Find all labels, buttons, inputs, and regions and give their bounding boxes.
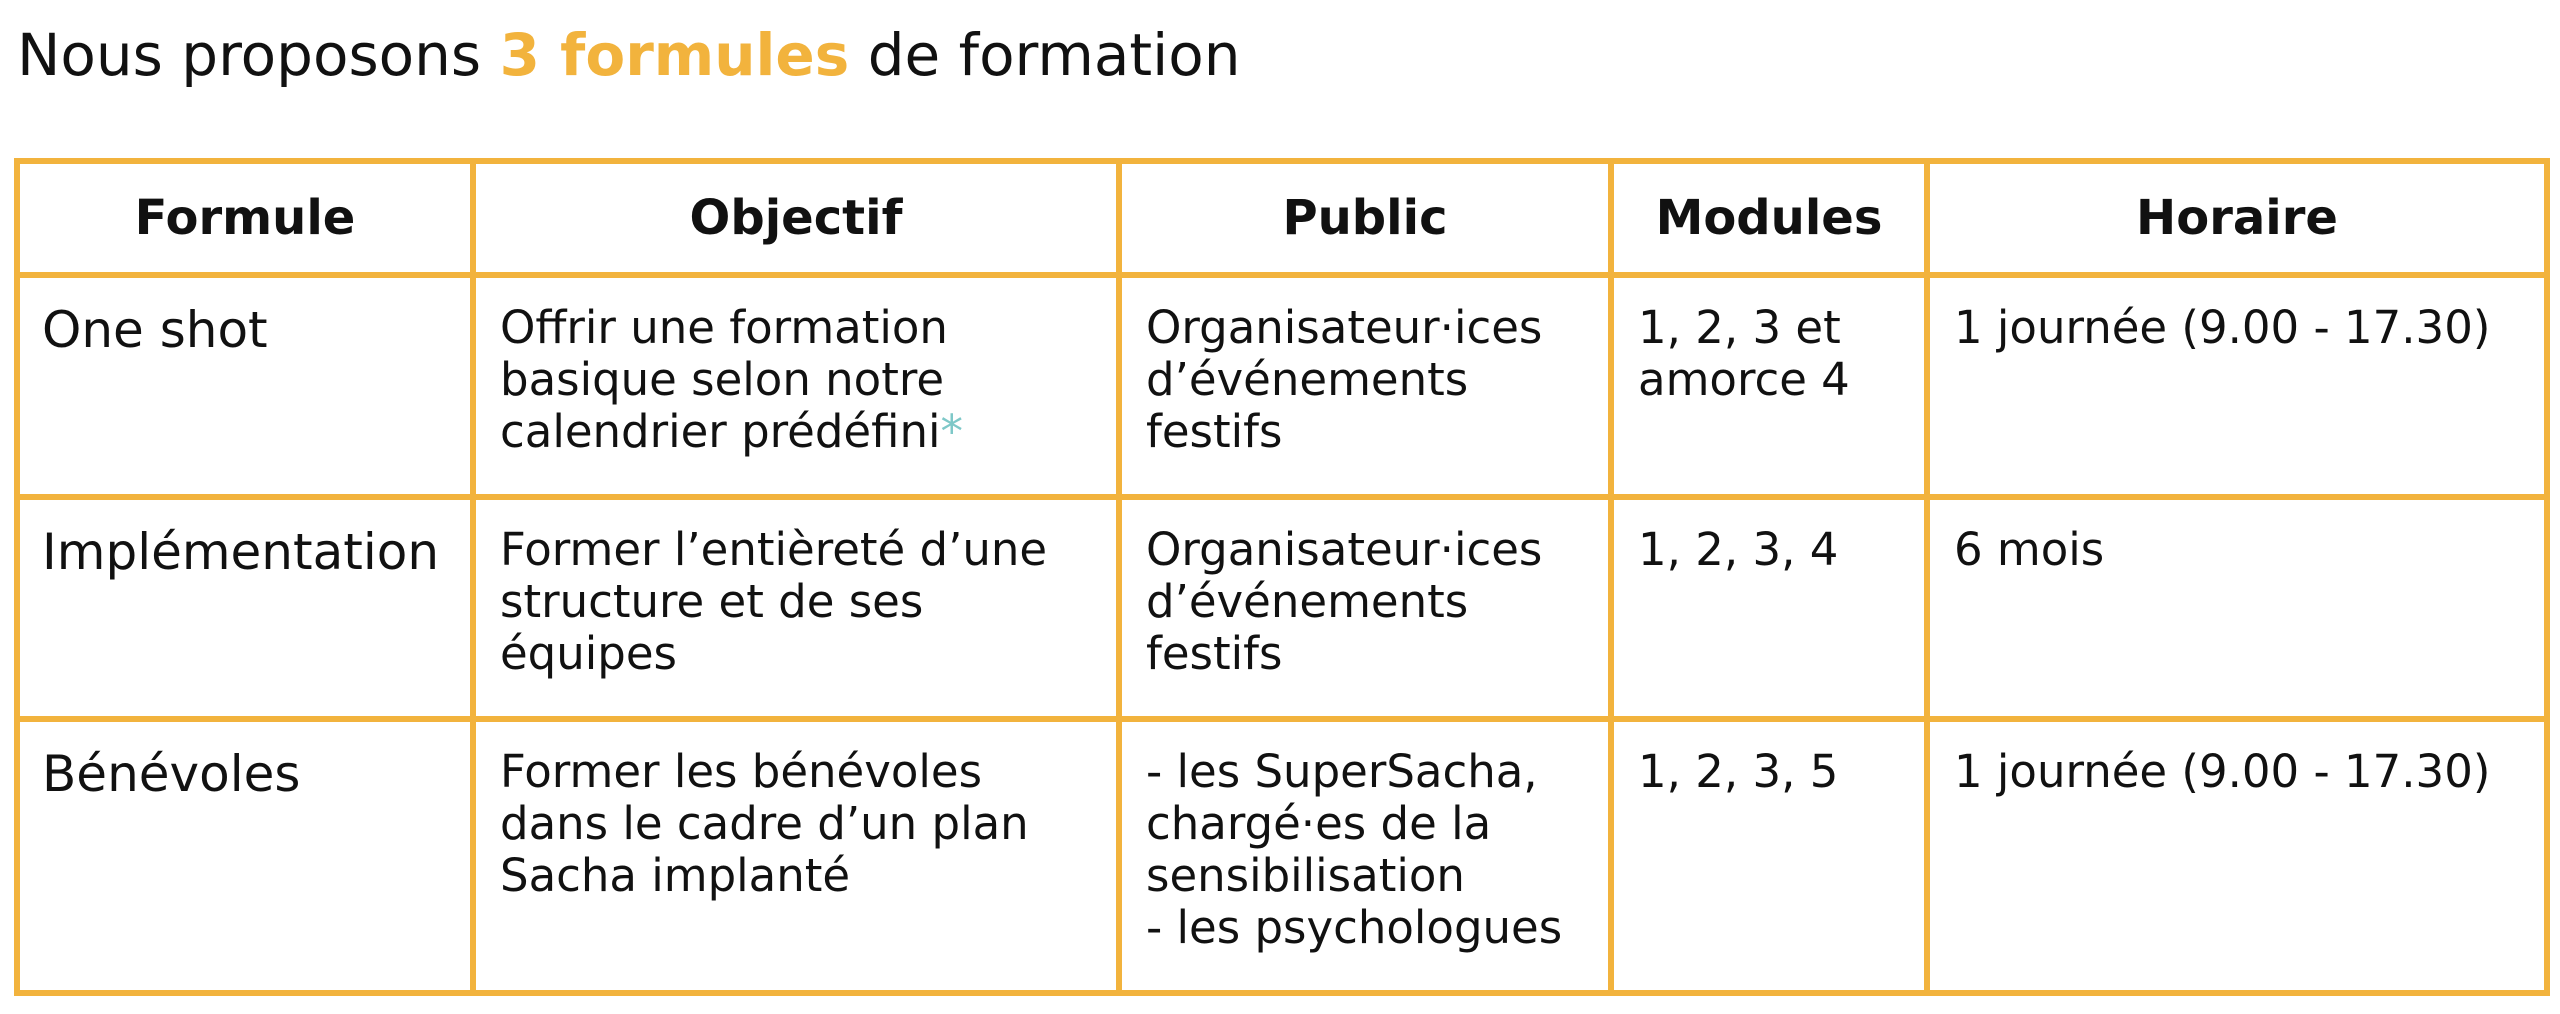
cell-formule: Implémentation — [17, 497, 473, 719]
table-row — [17, 275, 2547, 497]
cell-modules: 1, 2, 3, 5 — [1611, 719, 1927, 993]
table-header-row — [17, 161, 2547, 275]
cell-modules: 1, 2, 3, 4 — [1611, 497, 1927, 719]
cell-objectif: Former l’entièreté d’une structure et de ses équipes — [473, 497, 1119, 719]
cell-objectif: Former les bénévoles dans le cadre d’un plan Sacha implanté — [473, 719, 1119, 993]
cell-formule: Bénévoles — [17, 719, 473, 993]
cell-public: Organisateur·ices d’événements festifs — [1119, 275, 1611, 497]
header-modules: Modules — [1611, 161, 1927, 275]
header-horaire: Horaire — [1927, 161, 2547, 275]
cell-horaire: 1 journée (9.00 - 17.30) — [1927, 275, 2547, 497]
cell-horaire: 6 mois — [1927, 497, 2547, 719]
cell-formule: One shot — [17, 275, 473, 497]
cell-public: Organisateur·ices d’événements festifs — [1119, 497, 1611, 719]
formulas-table — [14, 158, 2550, 996]
table-row — [17, 719, 2547, 993]
title-after: de formation — [849, 21, 1241, 89]
cell-public: - les SuperSacha, chargé·es de la sensibilisation - les psychologues — [1119, 719, 1611, 993]
table-row — [17, 497, 2547, 719]
cell-objectif-text: Offrir une formation basique selon notre calendrier prédéfini — [500, 301, 948, 458]
header-public: Public — [1119, 161, 1611, 275]
title-before: Nous proposons — [17, 21, 500, 89]
cell-objectif — [473, 275, 1119, 497]
header-objectif: Objectif — [473, 161, 1119, 275]
cell-modules: 1, 2, 3 et amorce 4 — [1611, 275, 1927, 497]
page-title — [17, 20, 1241, 90]
cell-horaire: 1 journée (9.00 - 17.30) — [1927, 719, 2547, 993]
title-highlight: 3 formules — [499, 21, 850, 89]
footnote-asterisk: * — [940, 405, 963, 458]
header-formule: Formule — [17, 161, 473, 275]
